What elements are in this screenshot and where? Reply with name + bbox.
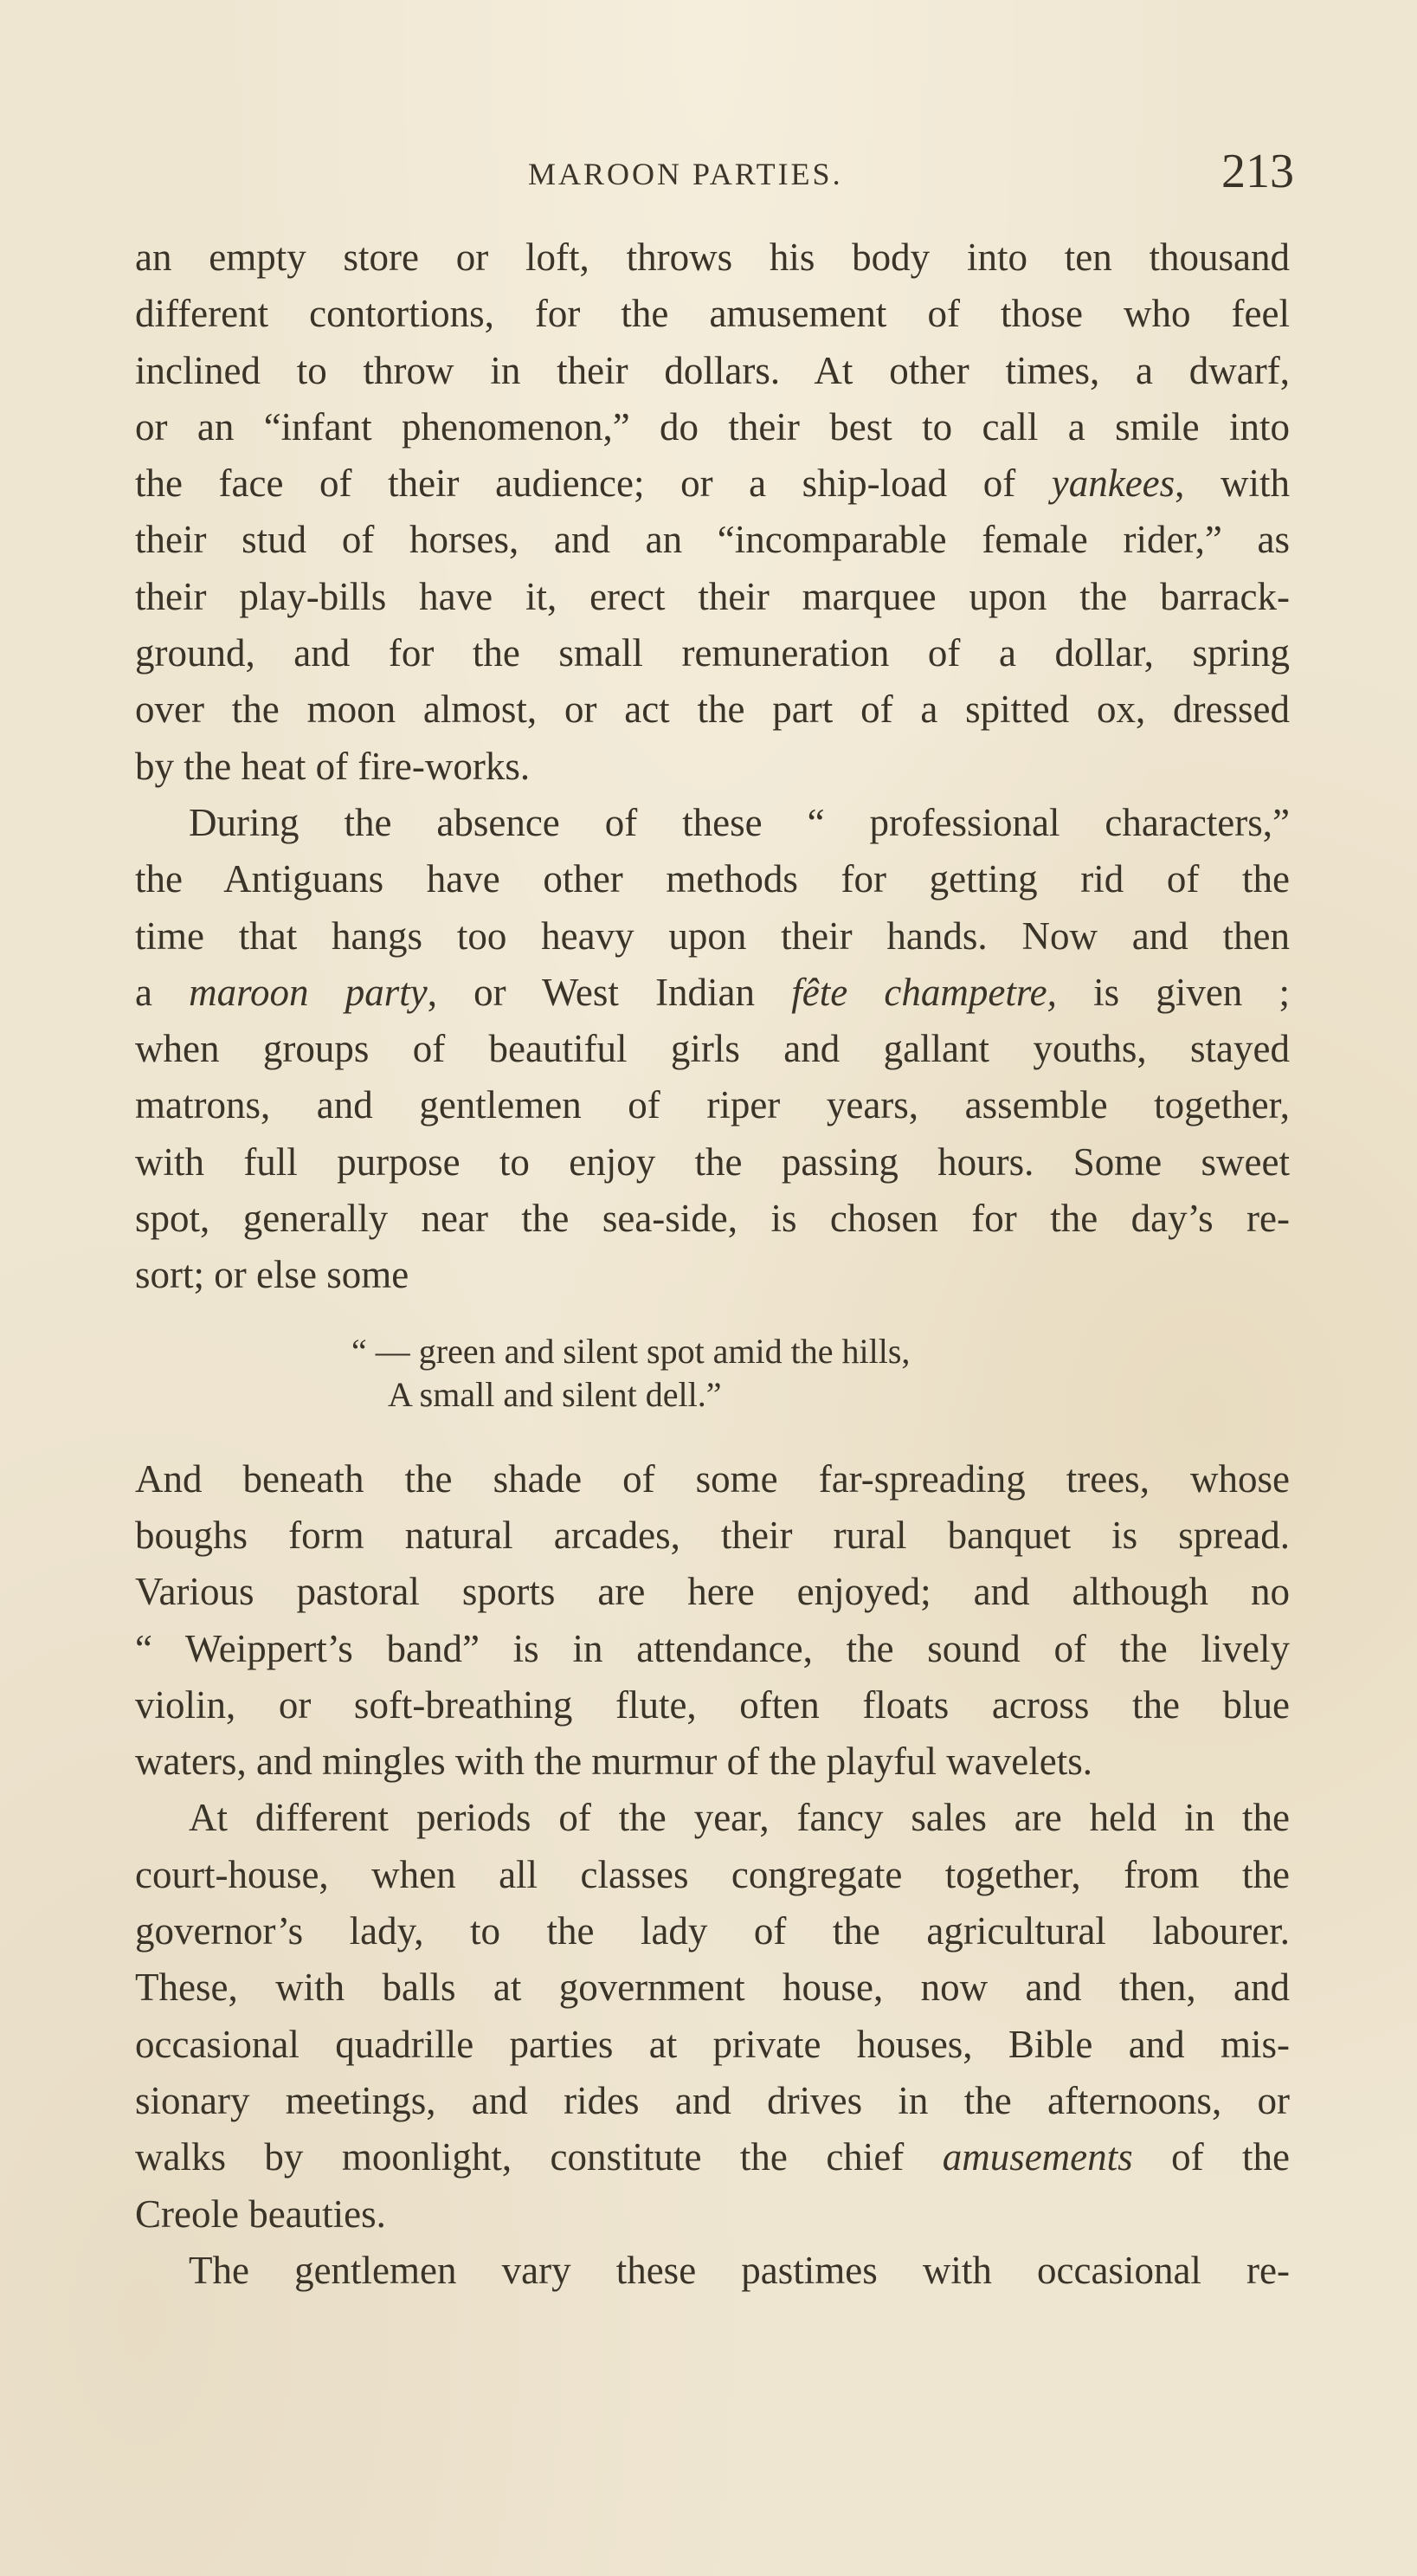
text-line: over the moon almost, or act the part of a spitted ox, dressed — [135, 688, 1290, 732]
text-line: At different periods of the year, fancy sales are held in the — [189, 1796, 1290, 1840]
text-line: their play-bills have it, erect their marquee upon the barrack- — [135, 574, 1290, 618]
text-line: sort; or else some — [135, 1253, 409, 1297]
text-line: an empty store or loft, throws his body into ten thousand — [135, 236, 1290, 279]
verse-line: “ — green and silent spot amid the hills, — [351, 1331, 911, 1371]
text-line: court-house, when all classes congregate together, from the — [135, 1852, 1290, 1896]
text-line: violin, or soft-breathing flute, often floats across the blue — [135, 1682, 1290, 1727]
text-line: The gentlemen vary these pastimes with occasional re- — [189, 2248, 1290, 2292]
text-line: And beneath the shade of some far-spreading trees, whose — [135, 1456, 1290, 1501]
text-line: time that hangs too heavy upon their hands. Now and then — [135, 914, 1290, 958]
text-line: Creole beauties. — [135, 2192, 386, 2236]
text-line: governor’s lady, to the lady of the agricultural labourer. — [135, 1909, 1290, 1953]
text-line: when groups of beautiful girls and gallant youths, stayed — [135, 1027, 1290, 1071]
chapter-running-title: MAROON PARTIES. — [528, 157, 843, 191]
paragraph-1 — [135, 229, 1290, 795]
italic-amusements: amusements — [942, 2135, 1133, 2179]
page-number: 213 — [1221, 145, 1294, 198]
verse-quotation — [135, 1330, 1290, 1417]
text-line: occasional quadrille parties at private houses, Bible and mis- — [135, 2022, 1290, 2066]
text-line: During the absence of these “ professional characters,” — [189, 800, 1290, 844]
text-line: These, with balls at government house, now and then, and — [135, 1966, 1290, 2010]
paragraph-2 — [135, 795, 1290, 1304]
text-line: “ Weippert’s band” is in attendance, the sound of the lively — [135, 1626, 1290, 1670]
italic-maroon-party: maroon party — [189, 970, 428, 1014]
italic-yankees: yankees — [1051, 462, 1175, 506]
text-line: spot, generally near the sea-side, is chosen for the day’s re- — [135, 1197, 1290, 1241]
text-line: different contortions, for the amusement of those who feel — [135, 292, 1290, 336]
text-line: ground, and for the small remuneration of a dollar, spring — [135, 631, 1290, 675]
text-line: sionary meetings, and rides and drives in the afternoons, or — [135, 2078, 1290, 2122]
text-line: boughs form natural arcades, their rural banquet is spread. — [135, 1513, 1290, 1557]
verse-line: A small and silent dell.” — [388, 1374, 722, 1414]
text-line: the face of their audience; or a ship-load of yankees, with — [135, 462, 1290, 506]
italic-fete-champetre: fête champetre, — [791, 970, 1057, 1014]
text-line: waters, and mingles with the murmur of the playful wavelets. — [135, 1740, 1092, 1784]
paragraph-5 — [135, 2243, 1290, 2299]
paragraph-3 — [135, 1451, 1290, 1791]
text-line: with full purpose to enjoy the passing hours. Some sweet — [135, 1140, 1290, 1184]
text-line: a maroon party, or West Indian fête champetre, is given ; — [135, 970, 1290, 1014]
running-head — [134, 145, 1294, 201]
text-line: inclined to throw in their dollars. At other times, a dwarf, — [135, 348, 1290, 392]
text-line: or an “infant phenomenon,” do their best to call a smile into — [135, 404, 1290, 449]
text-line: Various pastoral sports are here enjoyed; and although no — [135, 1570, 1290, 1614]
text-line: their stud of horses, and an “incomparable female rider,” as — [135, 518, 1290, 562]
paragraph-4 — [135, 1790, 1290, 2242]
text-line: matrons, and gentlemen of riper years, assemble together, — [135, 1083, 1290, 1127]
text-line: by the heat of fire-works. — [135, 744, 531, 788]
text-line: walks by moonlight, constitute the chief amusements of the — [135, 2135, 1290, 2179]
text-line: the Antiguans have other methods for getting rid of the — [135, 857, 1290, 901]
body-text — [135, 229, 1290, 2299]
